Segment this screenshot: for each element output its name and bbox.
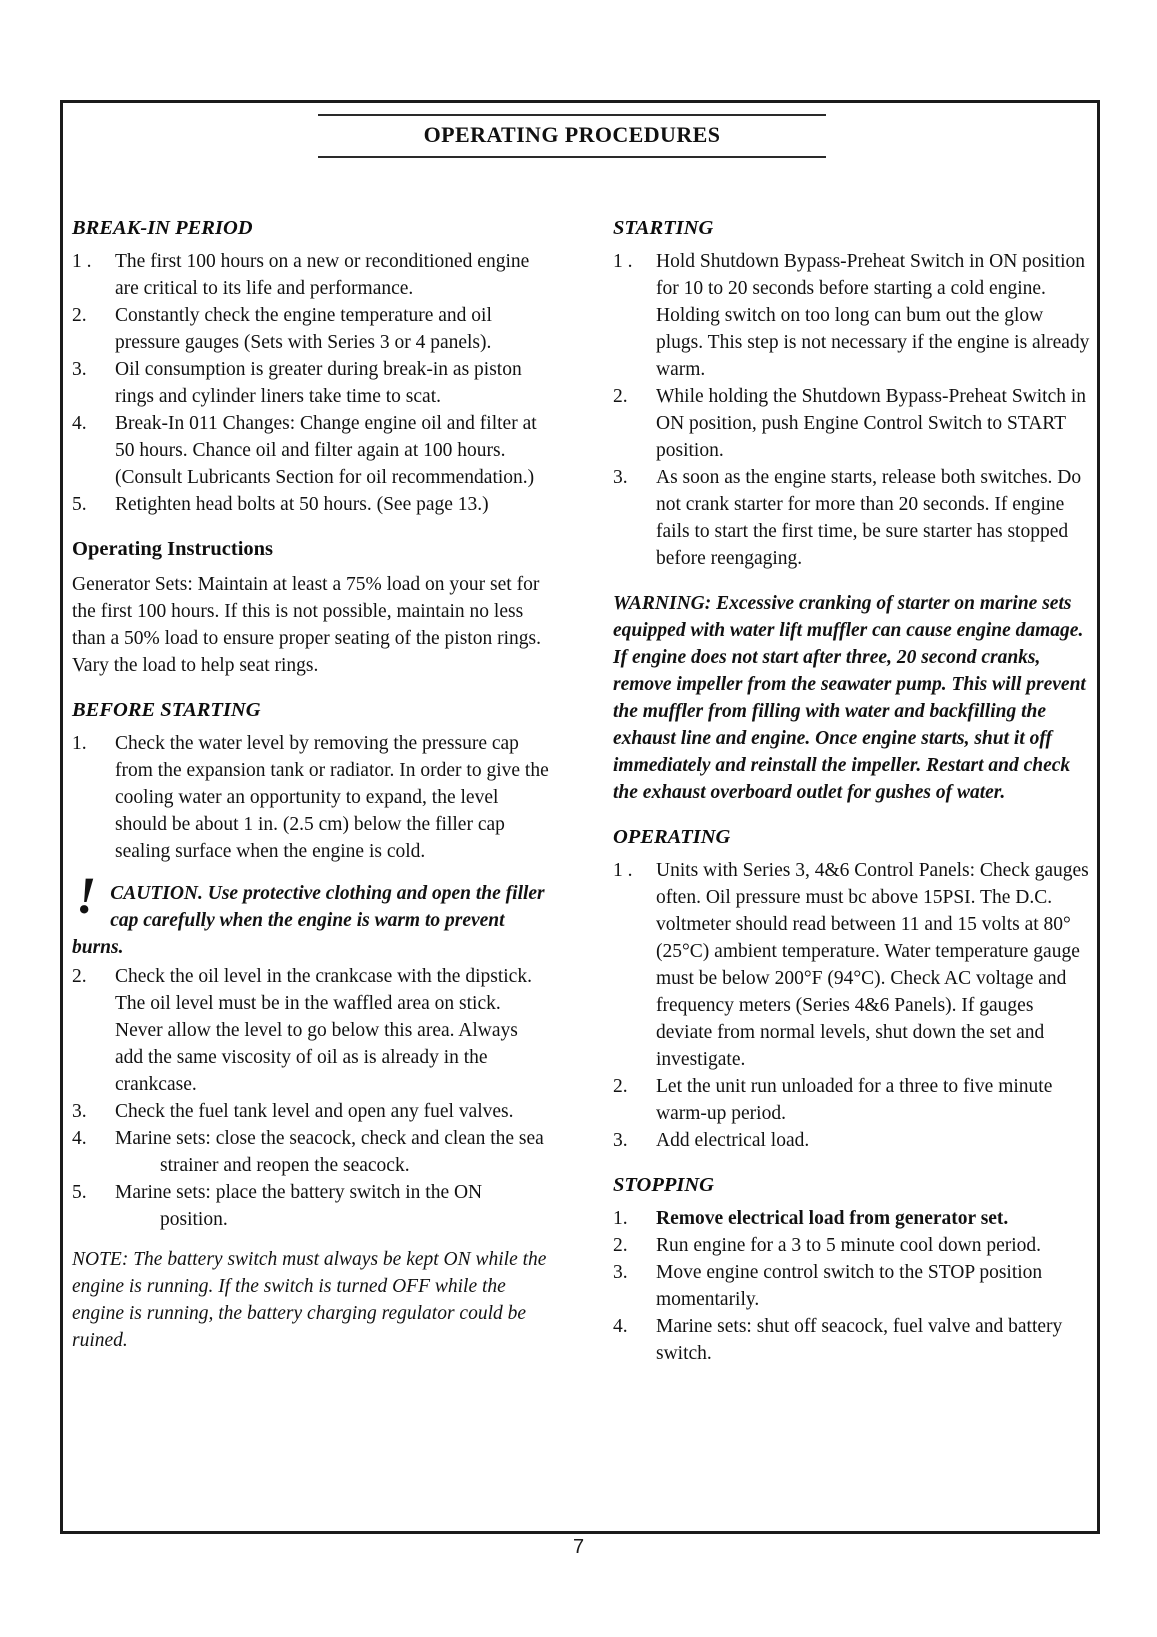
caution-block (72, 868, 549, 961)
list-item (613, 1313, 1094, 1367)
item-number: 5. (72, 1182, 87, 1203)
list-item (72, 248, 549, 302)
list-item (613, 1127, 1094, 1154)
item-text: Break-In 011 Changes: Change engine oil and filter at 50 hours. Chance oil and filter again at 100 hours. (Consult Lubricants Section for oil recommendation.) (115, 413, 537, 488)
list-item (613, 857, 1094, 1073)
item-number: 1. (613, 1208, 628, 1229)
heading-operating: OPERATING (613, 826, 731, 848)
item-text: Check the oil level in the crankcase with the dipstick. The oil level must be in the waffled area on stick. Never allow the level to go below this area. Always add the same viscosity of oil as is already in the crankcase. (115, 966, 532, 1095)
list-item (613, 248, 1094, 383)
item-text: Constantly check the engine temperature and oil pressure gauges (Sets with Series 3 or 4 panels). (115, 305, 492, 353)
caution-text: CAUTION. Use protective clothing and open the filler cap carefully when the engine is warm to prevent burns. (72, 883, 545, 958)
item-number: 4. (72, 1128, 87, 1149)
operating-list (613, 857, 1094, 1154)
item-number: 1 . (613, 860, 633, 881)
list-item (72, 963, 549, 1098)
list-item (613, 383, 1094, 464)
before-starting-list-top (72, 730, 549, 865)
left-column (72, 215, 549, 1374)
list-item (72, 1125, 549, 1179)
item-text: Oil consumption is greater during break-in as piston rings and cylinder liners take time to scat. (115, 359, 522, 407)
heading-before-starting: BEFORE STARTING (72, 699, 261, 721)
item-number: 3. (72, 1101, 87, 1122)
page-title: OPERATING PROCEDURES (423, 122, 721, 147)
item-number: 1. (72, 733, 87, 754)
starting-list (613, 248, 1094, 572)
item-number: 2. (72, 966, 87, 987)
heading-break-in-period: BREAK-IN PERIOD (72, 217, 253, 239)
list-item (72, 1179, 549, 1233)
item-number: 2. (613, 386, 628, 407)
list-item (72, 410, 549, 491)
item-text: Move engine control switch to the STOP position momentarily. (656, 1262, 1043, 1310)
warning-paragraph: WARNING: Excessive cranking of starter on marine sets equipped with water lift muffler can cause engine damage. If engine does not start after three, 20 second cranks, remove impeller from the seawater pump. This will prevent the muffler from filling with water and backfilling the exhaust line and engine. Once engine starts, shut it off immediately and reinstall the impeller. Restart and check the exhaust overboard outlet for gushes of water. (613, 593, 1086, 803)
item-number: 5. (72, 494, 87, 515)
operating-instructions-paragraph: Generator Sets: Maintain at least a 75% load on your set for the first 100 hours. If this is not possible, maintain no less than a 50% load to ensure proper seating of the piston rings. Vary the load to help seat rings. (72, 574, 541, 676)
item-number: 3. (72, 359, 87, 380)
item-number: 3. (613, 1130, 628, 1151)
battery-switch-note: NOTE: The battery switch must always be kept ON while the engine is running. If the switch is turned OFF while the engine is running, the battery charging regulator could be ruined. (72, 1249, 547, 1351)
item-text: Let the unit run unloaded for a three to five minute warm-up period. (656, 1076, 1053, 1124)
item-number: 1 . (613, 251, 633, 272)
list-item (613, 464, 1094, 572)
item-text: While holding the Shutdown Bypass-Preheat Switch in ON position, push Engine Control Switch to START position. (656, 386, 1087, 461)
item-text: The first 100 hours on a new or reconditioned engine are critical to its life and performance. (115, 251, 530, 299)
right-column (613, 215, 1094, 1367)
title-block (318, 114, 826, 158)
heading-operating-instructions: Operating Instructions (72, 538, 274, 560)
item-text: Marine sets: close the seacock, check and clean the sea strainer and reopen the seacock. (115, 1128, 544, 1176)
list-item (72, 730, 549, 865)
list-item (613, 1232, 1094, 1259)
item-number: 3. (613, 467, 628, 488)
before-starting-list-bottom (72, 963, 549, 1233)
heading-starting: STARTING (613, 217, 714, 239)
item-number: 2. (613, 1235, 628, 1256)
page-number: 7 (572, 1536, 585, 1558)
heading-stopping: STOPPING (613, 1174, 714, 1196)
item-text: Check the fuel tank level and open any fuel valves. (115, 1101, 514, 1122)
document-border-box (60, 100, 1100, 1534)
item-text: Marine sets: place the battery switch in the ON position. (115, 1182, 483, 1230)
item-number: 4. (72, 413, 87, 434)
item-number: 1 . (72, 251, 92, 272)
item-text: As soon as the engine starts, release both switches. Do not crank starter for more than 20 seconds. If engine fails to start the first time, be sure starter has stopped before reengaging. (656, 467, 1082, 569)
item-number: 2. (72, 305, 87, 326)
list-item (72, 491, 549, 518)
break-in-list (72, 248, 549, 518)
item-text: Check the water level by removing the pressure cap from the expansion tank or radiator. In order to give the cooling water an opportunity to expand, the level should be about 1 in. (2.5 cm) below the filler cap sealing surface when the engine is cold. (115, 733, 549, 862)
item-number: 3. (613, 1262, 628, 1283)
stopping-list (613, 1205, 1094, 1367)
list-item (72, 1098, 549, 1125)
list-item (613, 1073, 1094, 1127)
item-text: Run engine for a 3 to 5 minute cool down period. (656, 1235, 1042, 1256)
item-text: Marine sets: shut off seacock, fuel valve and battery switch. (656, 1316, 1063, 1364)
list-item (72, 302, 549, 356)
list-item (613, 1259, 1094, 1313)
item-text: Retighten head bolts at 50 hours. (See page 13.) (115, 494, 489, 515)
item-text: Add electrical load. (656, 1130, 810, 1151)
exclamation-icon: ! (76, 868, 97, 925)
list-item (613, 1205, 1094, 1232)
item-text: Hold Shutdown Bypass-Preheat Switch in ON position for 10 to 20 seconds before starting a cold engine. Holding switch on too long can bum out the glow plugs. This step is not necessary if the engine is already warm. (656, 251, 1090, 380)
list-item (72, 356, 549, 410)
item-text: Units with Series 3, 4&6 Control Panels: Check gauges often. Oil pressure must bc above 15PSI. The D.C. voltmeter should read between 11 and 15 volts at 80°(25°C) ambient temperature. Water temperature gauge must be below 200°F (94°C). Check AC voltage and frequency meters (Series 4&6 Panels). If gauges deviate from normal levels, shut down the set and investigate. (656, 860, 1089, 1070)
item-number: 4. (613, 1316, 628, 1337)
item-text: Remove electrical load from generator set. (656, 1208, 1009, 1229)
item-number: 2. (613, 1076, 628, 1097)
